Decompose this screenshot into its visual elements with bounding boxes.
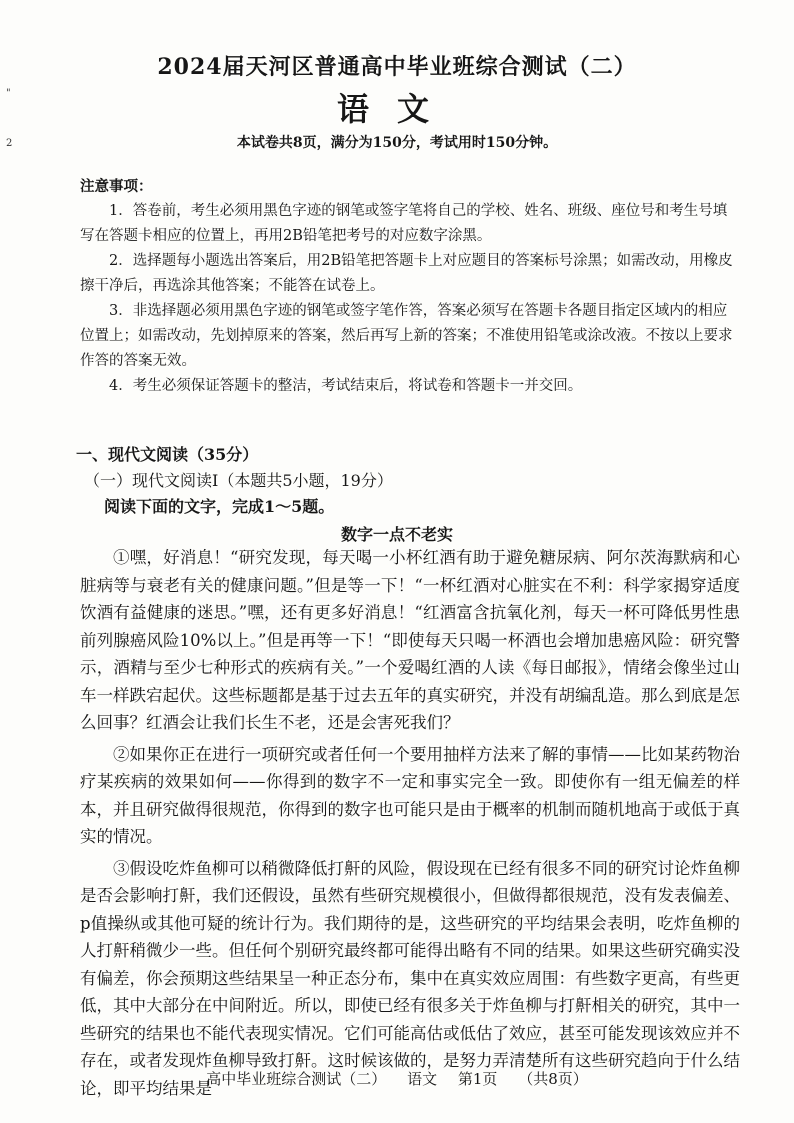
notes-title: 注意事项：	[80, 178, 153, 195]
note-item: 4．考生必须保证答题卡的整洁，考试结束后，将试卷和答题卡一并交回。	[109, 378, 583, 394]
note-item: 2．选择题每小题选出答案后，用2B铅笔把答题卡上对应题目的答案标号涂黑；如需改动，用橡皮擦干净后，再选涂其他答案；不能答在试卷上。	[80, 253, 733, 294]
margin-mark: "	[6, 88, 11, 99]
section-subheading: （一）现代文阅读Ⅰ（本题共5小题，19分）	[84, 471, 393, 490]
article-title: 数字一点不老实	[340, 525, 453, 544]
note-item: 1．答卷前，考生必须用黑色字迹的钢笔或签字笔将自己的学校、姓名、班级、座位号和考生号填写在答题卡相应的位置上，再用2B铅笔把考号的对应数字涂黑。	[80, 203, 728, 244]
subject-title: 语文	[336, 90, 457, 128]
margin-mark: 2	[6, 138, 13, 149]
article-paragraph: ②如果你正在进行一项研究或者任何一个要用抽样方法来了解的事情——比如某药物治疗某疾病的效果如何——你得到的数字不一定和事实完全一致。即使你有一组无偏差的样本，并且研究做得很规范，你得到的数字也可能只是由于概率的机制而随机地高于或低于真实的情况。	[80, 744, 740, 846]
notes-block	[80, 174, 740, 399]
exam-info: 本试卷共8页，满分为150分，考试用时150分钟。	[236, 135, 558, 151]
article-paragraph: ③假设吃炸鱼柳可以稍微降低打鼾的风险，假设现在已经有很多不同的研究讨论炸鱼柳是否会影响打鼾，我们还假设，虽然有些研究规模很小，但做得都很规范，没有发表偏差、p值操纵或其他可疑的统计行为。我们期待的是，这些研究的平均结果会表明，吃炸鱼柳的人打鼾稍微少一些。但任何个别研究最终都可能得出略有不同的结果。如果这些研究确实没有偏差，你会预期这些结果呈一种正态分布，集中在真实效应周围：有些数字更高，有些更低，其中大部分在中间附近。所以，即使已经有很多关于炸鱼柳与打鼾相关的研究，其中一些研究的结果也不能代表现实情况。它们可能高估或低估了效应，甚至可能发现该效应并不存在，或者发现炸鱼柳导致打鼾。这时候该做的，是努力弄清楚所有这些研究趋向于什么结论，即平均结果是	[80, 858, 740, 1098]
note-item: 3．非选择题必须用黑色字迹的钢笔或签字笔作答，答案必须写在答题卡各题目指定区域内的相应位置上；如需改动，先划掉原来的答案，然后再写上新的答案；不准使用铅笔或涂改液。不按以上要求作答的答案无效。	[80, 303, 733, 369]
footer-subject: 语文	[407, 1070, 438, 1088]
footer-page: 第1页	[457, 1070, 498, 1088]
footer-exam: 高中毕业班综合测试（二）	[206, 1070, 387, 1088]
exam-title: 2024届天河区普通高中毕业班综合测试（二）	[157, 54, 637, 80]
reading-instruction: 阅读下面的文字，完成1～5题。	[104, 497, 335, 516]
page-footer	[0, 1068, 794, 1089]
section-heading: 一、现代文阅读（35分）	[76, 445, 259, 464]
footer-total: （共8页）	[518, 1070, 588, 1088]
article-body	[80, 544, 740, 1106]
article-paragraph: ①嘿，好消息！“研究发现，每天喝一小杯红酒有助于避免糖尿病、阿尔茨海默病和心脏病等与衰老有关的健康问题。”但是等一下！“一杯红酒对心脏实在不利：科学家揭穿适度饮酒有益健康的迷思。”嘿，还有更多好消息！“红酒富含抗氧化剂，每天一杯可降低男性患前列腺癌风险10%以上。”但是再等一下！“即使每天只喝一杯酒也会增加患癌风险：研究警示，酒精与至少七种形式的疾病有关。”一个爱喝红酒的人读《每日邮报》，情绪会像坐过山车一样跌宕起伏。这些标题都是基于过去五年的真实研究，并没有胡编乱造。那么到底是怎么回事？红酒会让我们长生不老，还是会害死我们？	[80, 548, 740, 732]
